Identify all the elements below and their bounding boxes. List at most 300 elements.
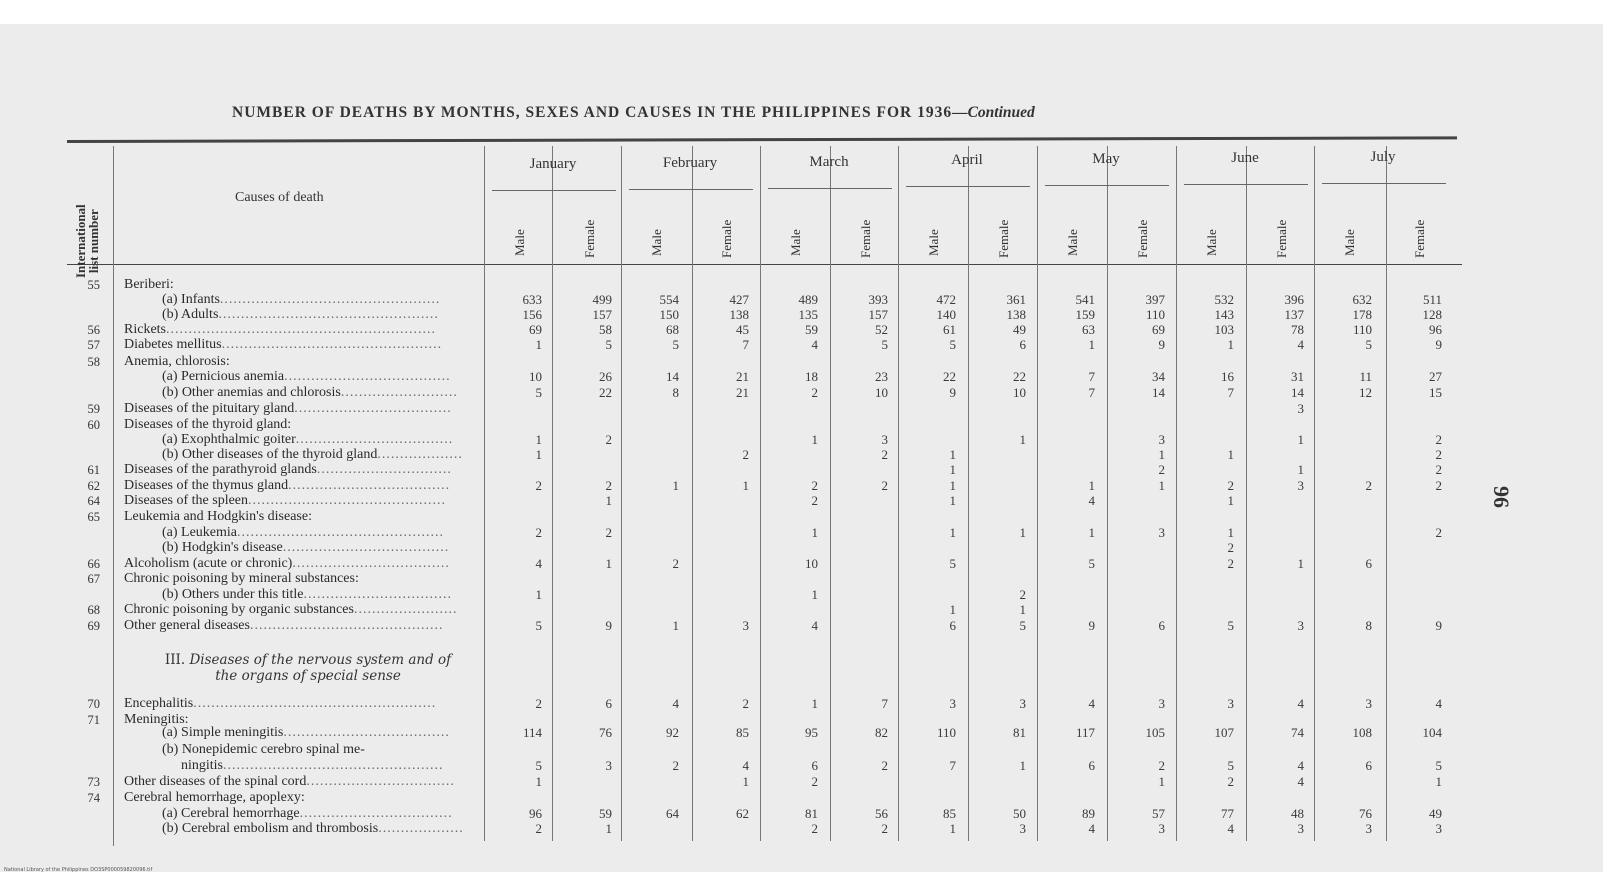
cell-value: 1: [949, 478, 956, 493]
month-underline: [906, 186, 1030, 187]
cell-value: 4: [1088, 696, 1095, 711]
cell-value: 7: [742, 337, 749, 352]
cell-value: 2: [881, 478, 888, 493]
cell-value: 2: [811, 821, 818, 836]
leader-dots: ............................................................: [166, 322, 436, 337]
female-column-header: Female: [1274, 219, 1289, 258]
cell-value: 1: [605, 556, 612, 571]
cell-value: 1: [1297, 432, 1304, 447]
cell-value: 1: [1227, 493, 1234, 508]
cell-value: 2: [672, 758, 679, 773]
cause-label: [162, 822, 464, 836]
cell-value: 1: [535, 774, 542, 789]
cell-value: 92: [666, 725, 679, 740]
cell-value: 77: [1221, 806, 1234, 821]
month-header: January: [529, 156, 577, 172]
cell-value: 45: [736, 322, 749, 337]
cell-value: 532: [1214, 292, 1234, 307]
cell-value: 105: [1145, 725, 1165, 740]
cell-value: 59: [805, 322, 818, 337]
leader-dots: ...................................: [294, 401, 452, 416]
list-number: 61: [87, 463, 100, 477]
cell-value: 8: [672, 385, 679, 400]
cell-value: 1: [742, 478, 749, 493]
cell-value: 9: [1088, 618, 1095, 633]
cell-value: 3: [1158, 432, 1165, 447]
cell-value: 4: [1088, 821, 1095, 836]
cell-value: 18: [805, 369, 818, 384]
cause-label: [124, 278, 174, 292]
header-bottom-rule: [67, 264, 1462, 265]
cause-text: (b) Others under this title: [162, 587, 304, 602]
cause-text: (a) Infants: [162, 292, 220, 307]
cause-text: Leukemia and Hodgkin's disease:: [124, 509, 312, 524]
cell-value: 2: [1227, 774, 1234, 789]
table-row: [0, 572, 1603, 587]
cell-value: 1: [1088, 478, 1095, 493]
list-number: 69: [87, 619, 100, 633]
cause-text: Meningitis:: [124, 712, 189, 727]
cell-value: 2: [1158, 758, 1165, 773]
cell-value: 7: [881, 696, 888, 711]
list-number: 70: [87, 697, 100, 711]
list-number: 74: [87, 791, 100, 805]
cause-label: [162, 433, 453, 447]
male-column-header: Male: [512, 229, 527, 256]
cell-value: 2: [1158, 462, 1165, 477]
female-column-header: Female: [582, 219, 597, 258]
leader-dots: .................................: [306, 774, 455, 789]
cell-value: 6: [1019, 337, 1026, 352]
male-column-header: Male: [926, 229, 941, 256]
table-row: [0, 526, 1603, 541]
cell-value: 1: [535, 337, 542, 352]
cell-value: 4: [1088, 493, 1095, 508]
month-header: March: [809, 153, 849, 170]
cell-value: 138: [729, 307, 749, 322]
cause-label: [124, 418, 291, 432]
cause-label: [162, 386, 458, 400]
cell-value: 9: [949, 385, 956, 400]
cause-label: [124, 510, 312, 524]
cell-value: 6: [1158, 618, 1165, 633]
section-heading: III. Diseases of the nervous system and of the organs of special sense: [164, 652, 452, 684]
cell-value: 2: [1227, 478, 1234, 493]
cell-value: 2: [605, 478, 612, 493]
cause-label: [124, 572, 359, 586]
cause-label: [124, 791, 305, 805]
cause-text: Diseases of the thyroid gland:: [124, 417, 292, 432]
cause-text: Diseases of the parathyroid glands: [124, 462, 317, 477]
male-column-header: Male: [1342, 229, 1357, 256]
cell-value: 3: [742, 618, 749, 633]
cell-value: 57: [1152, 806, 1165, 821]
cell-value: 1: [949, 447, 956, 462]
cell-value: 178: [1352, 307, 1372, 322]
cell-value: 156: [522, 307, 542, 322]
table-row: [0, 510, 1603, 525]
cell-value: 1: [1019, 525, 1026, 540]
cell-value: 3: [949, 696, 956, 711]
cell-value: 10: [875, 385, 888, 400]
cell-value: 5: [535, 758, 542, 773]
cell-value: 1: [1227, 337, 1234, 352]
cell-value: 3: [605, 758, 612, 773]
cell-value: 31: [1291, 369, 1304, 384]
cell-value: 554: [659, 292, 679, 307]
cell-value: 22: [599, 385, 612, 400]
table-row: [0, 463, 1603, 478]
cell-value: 76: [1359, 806, 1372, 821]
cell-value: 140: [936, 307, 956, 322]
table-row: [0, 370, 1603, 385]
cell-value: 12: [1359, 385, 1372, 400]
cell-value: 16: [1221, 369, 1234, 384]
cell-value: 2: [1227, 556, 1234, 571]
cause-label: [162, 526, 444, 540]
cause-text: Cerebral hemorrhage, apoplexy:: [124, 790, 305, 805]
cell-value: 104: [1422, 725, 1442, 740]
table-row: [0, 278, 1603, 293]
cell-value: 110: [936, 725, 956, 740]
cell-value: 1: [672, 478, 679, 493]
cause-text: Diabetes mellitus: [124, 337, 222, 352]
table-row: [0, 338, 1603, 353]
cell-value: 4: [1297, 337, 1304, 352]
cell-value: 5: [1227, 758, 1234, 773]
cell-value: 5: [949, 556, 956, 571]
cell-value: 138: [1006, 307, 1026, 322]
list-number: 60: [87, 418, 100, 432]
cell-value: 1: [1019, 602, 1026, 617]
table-row: [0, 355, 1603, 370]
cause-label: [124, 463, 452, 477]
cell-value: 1: [1435, 774, 1442, 789]
cell-value: 21: [736, 385, 749, 400]
cell-value: 499: [592, 292, 612, 307]
cell-value: 2: [535, 696, 542, 711]
cell-value: 361: [1006, 292, 1026, 307]
list-number: 59: [87, 402, 100, 416]
table-row: [0, 775, 1603, 790]
cell-value: 3: [1158, 525, 1165, 540]
cell-value: 5: [1227, 618, 1234, 633]
cell-value: 2: [742, 447, 749, 462]
list-number: 55: [87, 278, 100, 292]
cell-value: 4: [1227, 821, 1234, 836]
cell-value: 1: [1158, 478, 1165, 493]
cell-value: 2: [1435, 478, 1442, 493]
male-column-header: Male: [649, 229, 664, 256]
month-underline: [1045, 185, 1169, 186]
cell-value: 2: [881, 447, 888, 462]
cell-value: 1: [949, 821, 956, 836]
cell-value: 21: [736, 369, 749, 384]
table-row: [0, 323, 1603, 338]
cause-label: [124, 775, 455, 789]
cell-value: 5: [949, 337, 956, 352]
cell-value: 5: [535, 385, 542, 400]
leader-dots: ......................................................: [193, 696, 437, 711]
cell-value: 4: [742, 758, 749, 773]
table-row: [0, 386, 1603, 401]
cell-value: 3: [1297, 821, 1304, 836]
cause-label: [124, 494, 446, 508]
month-underline: [1184, 184, 1308, 185]
cell-value: 10: [1013, 385, 1026, 400]
cause-text: Beriberi:: [124, 277, 174, 292]
cell-value: 2: [535, 821, 542, 836]
cell-value: 2: [535, 525, 542, 540]
cause-text: Other diseases of the spinal cord: [124, 774, 307, 789]
cell-value: 157: [868, 307, 888, 322]
cell-value: 10: [805, 556, 818, 571]
cell-value: 6: [1365, 556, 1372, 571]
cell-value: 2: [811, 385, 818, 400]
page-number: 96: [1489, 486, 1514, 508]
female-column-header: Female: [858, 219, 873, 258]
cell-value: 96: [529, 806, 542, 821]
leader-dots: ...................: [378, 821, 464, 836]
cell-value: 108: [1352, 725, 1372, 740]
cell-value: 61: [943, 322, 956, 337]
cell-value: 2: [1435, 525, 1442, 540]
cell-value: 3: [1227, 696, 1234, 711]
leader-dots: .................................................: [219, 292, 441, 307]
cell-value: 4: [811, 337, 818, 352]
table-row: [0, 807, 1603, 822]
cell-value: 5: [672, 337, 679, 352]
cell-value: 397: [1145, 292, 1165, 307]
table-row: [0, 603, 1603, 618]
cell-value: 2: [811, 774, 818, 789]
table-row: [0, 619, 1603, 634]
cell-value: 10: [529, 369, 542, 384]
cell-value: 2: [881, 758, 888, 773]
leader-dots: .................................: [303, 587, 453, 602]
cause-label: [124, 355, 230, 369]
cause-label: [124, 323, 436, 337]
cell-value: 96: [1429, 322, 1442, 337]
cell-value: 4: [1297, 758, 1304, 773]
cell-value: 1: [742, 774, 749, 789]
cell-value: 135: [798, 307, 818, 322]
cell-value: 6: [949, 618, 956, 633]
cell-value: 22: [943, 369, 956, 384]
cell-value: 2: [605, 432, 612, 447]
cell-value: 3: [881, 432, 888, 447]
cell-value: 2: [1227, 540, 1234, 555]
cell-value: 63: [1082, 322, 1095, 337]
cause-text: (b) Other diseases of the thyroid gland: [162, 447, 378, 462]
cell-value: 3: [1158, 821, 1165, 836]
cell-value: 27: [1429, 369, 1442, 384]
cell-value: 1: [949, 525, 956, 540]
cell-value: 5: [1019, 618, 1026, 633]
cell-value: 14: [1291, 385, 1304, 400]
international-list-number-header: International list number: [73, 204, 101, 278]
cause-text: (a) Pernicious anemia: [162, 369, 285, 384]
cell-value: 110: [1145, 307, 1165, 322]
list-number: 67: [87, 572, 100, 586]
cell-value: 59: [599, 806, 612, 821]
cell-value: 6: [811, 758, 818, 773]
cell-value: 1: [1088, 337, 1095, 352]
cell-value: 7: [1227, 385, 1234, 400]
cell-value: 6: [1088, 758, 1095, 773]
cell-value: 4: [811, 618, 818, 633]
cause-label: [162, 541, 449, 555]
cell-value: 150: [659, 307, 679, 322]
cell-value: 3: [1297, 618, 1304, 633]
cell-value: 81: [805, 806, 818, 821]
cell-value: 3: [1297, 401, 1304, 416]
cell-value: 26: [599, 369, 612, 384]
cell-value: 1: [811, 432, 818, 447]
cell-value: 110: [1352, 322, 1372, 337]
cell-value: 143: [1214, 307, 1234, 322]
cell-value: 8: [1365, 618, 1372, 633]
cell-value: 14: [1152, 385, 1165, 400]
cell-value: 2: [535, 478, 542, 493]
cause-text: Alcoholism (acute or chronic): [124, 556, 293, 571]
table-row: [0, 541, 1603, 556]
cause-text: Rickets: [124, 322, 166, 337]
leader-dots: ....................................: [288, 478, 451, 493]
cell-value: 128: [1422, 307, 1442, 322]
table-row: [0, 557, 1603, 572]
cause-label: [162, 807, 453, 821]
cell-value: 9: [1435, 337, 1442, 352]
cell-value: 1: [1158, 447, 1165, 462]
cell-value: 4: [535, 556, 542, 571]
leader-dots: ..........................: [340, 385, 458, 400]
cell-value: 4: [1297, 696, 1304, 711]
cell-value: 5: [605, 337, 612, 352]
cause-text: Diseases of the pituitary gland: [124, 401, 295, 416]
cell-value: 52: [875, 322, 888, 337]
cell-value: 15: [1429, 385, 1442, 400]
female-column-header: Female: [719, 219, 734, 258]
causes-of-death-header: Causes of death: [235, 190, 324, 205]
cell-value: 1: [1227, 447, 1234, 462]
cell-value: 1: [949, 493, 956, 508]
leader-dots: .....................................: [284, 369, 451, 384]
table-row: [0, 308, 1603, 323]
cause-label: [124, 697, 436, 711]
cell-value: 396: [1284, 292, 1304, 307]
cell-value: 103: [1214, 322, 1234, 337]
cell-value: 2: [881, 821, 888, 836]
cell-value: 157: [592, 307, 612, 322]
cell-value: 2: [605, 525, 612, 540]
cell-value: 48: [1291, 806, 1304, 821]
table-row: [0, 293, 1603, 308]
cell-value: 85: [943, 806, 956, 821]
cell-value: 2: [672, 556, 679, 571]
table-row: [0, 822, 1603, 837]
cell-value: 632: [1352, 292, 1372, 307]
cell-value: 9: [1435, 618, 1442, 633]
list-number: 58: [87, 355, 100, 369]
cause-label: [124, 402, 452, 416]
cell-value: 1: [605, 493, 612, 508]
cell-value: 1: [535, 447, 542, 462]
cell-value: 85: [736, 725, 749, 740]
cause-text: (b) Cerebral embolism and thrombosis: [162, 821, 379, 836]
cell-value: 69: [1152, 322, 1165, 337]
month-header: May: [1092, 151, 1120, 168]
cause-label: [124, 338, 442, 352]
leader-dots: ............................................: [248, 493, 447, 508]
leader-dots: ..............................: [316, 462, 452, 477]
cell-value: 1: [811, 587, 818, 602]
cell-value: 2: [1365, 478, 1372, 493]
cause-label: [181, 759, 444, 773]
cell-value: 1: [672, 618, 679, 633]
leader-dots: .....................................: [282, 540, 450, 555]
table-row: [0, 418, 1603, 433]
male-column-header: Male: [1204, 229, 1219, 256]
cause-text: (a) Leukemia: [162, 525, 238, 540]
cell-value: 5: [881, 337, 888, 352]
cell-value: 1: [1297, 556, 1304, 571]
male-column-header: Male: [788, 229, 803, 256]
cell-value: 2: [1435, 447, 1442, 462]
month-header: February: [662, 154, 718, 171]
female-column-header: Female: [1412, 219, 1427, 258]
leader-dots: ...................: [377, 447, 463, 462]
table-row: [0, 402, 1603, 417]
list-number: 73: [87, 775, 100, 789]
cell-value: 427: [729, 292, 749, 307]
cell-value: 74: [1291, 725, 1304, 740]
list-number: 57: [87, 338, 100, 352]
table-row: [0, 448, 1603, 463]
cell-value: 3: [1158, 696, 1165, 711]
cell-value: 472: [936, 292, 956, 307]
month-underline: [768, 188, 892, 189]
cause-label: [162, 726, 450, 740]
scan-footer: National Library of the Philippines DO3SP000059820096.tif: [4, 867, 153, 873]
cell-value: 3: [1365, 696, 1372, 711]
cell-value: 2: [811, 493, 818, 508]
cell-value: 4: [1435, 696, 1442, 711]
leader-dots: ...................................: [295, 432, 454, 447]
cause-text: (b) Adults: [162, 307, 219, 322]
list-number: 64: [87, 494, 100, 508]
cell-value: 3: [1019, 821, 1026, 836]
cell-value: 4: [1297, 774, 1304, 789]
cell-value: 6: [1365, 758, 1372, 773]
list-number: 68: [87, 603, 100, 617]
table-title: NUMBER OF DEATHS BY MONTHS, SEXES AND CAUSES IN THE PHILIPPINES FOR 1936—Continued: [232, 104, 1035, 121]
cell-value: 1: [1019, 432, 1026, 447]
male-column-header: Male: [1065, 229, 1080, 256]
leader-dots: .................................................: [223, 758, 444, 773]
cell-value: 6: [605, 696, 612, 711]
table-row: [0, 588, 1603, 603]
cell-value: 22: [1013, 369, 1026, 384]
cell-value: 107: [1214, 725, 1234, 740]
cause-text: Encephalitis: [124, 696, 194, 711]
cause-label: [162, 293, 440, 307]
cell-value: 23: [875, 369, 888, 384]
cause-label: [162, 370, 451, 384]
cause-label: [124, 619, 443, 633]
cell-value: 76: [599, 725, 612, 740]
cell-value: 34: [1152, 369, 1165, 384]
